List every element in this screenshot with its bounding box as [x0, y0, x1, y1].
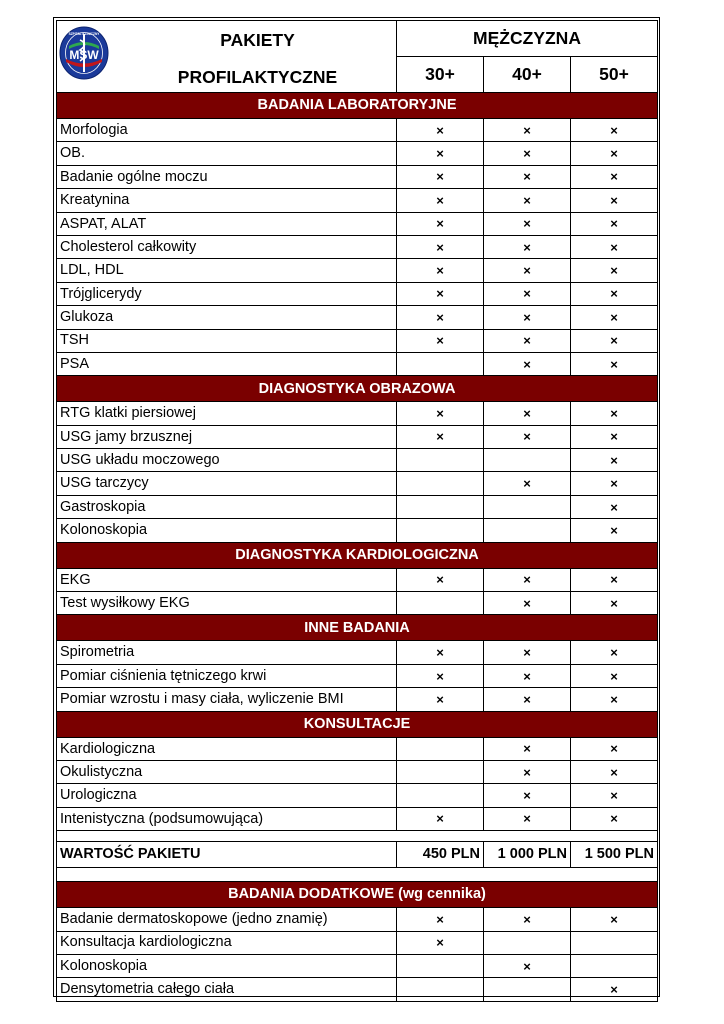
mark-cell	[484, 259, 571, 282]
mark-cell	[397, 760, 484, 783]
table-row	[57, 688, 658, 711]
mark-cell	[571, 235, 658, 258]
table-row	[57, 908, 658, 931]
mark-cell	[397, 352, 484, 375]
test-name: Pomiar wzrostu i masy ciała, wyliczenie BMI	[57, 688, 397, 711]
included-mark-icon: ×	[610, 522, 618, 538]
mark-cell	[571, 807, 658, 830]
table-row	[57, 760, 658, 783]
included-mark-icon: ×	[523, 691, 531, 707]
mark-cell	[571, 954, 658, 977]
table-row	[57, 807, 658, 830]
section-header-row	[57, 542, 658, 568]
included-mark-icon: ×	[610, 263, 618, 279]
mark-cell	[571, 352, 658, 375]
table-row	[57, 352, 658, 375]
included-mark-icon: ×	[523, 216, 531, 232]
price-sheet	[53, 17, 660, 997]
table-row	[57, 119, 658, 142]
mark-cell	[397, 519, 484, 542]
mark-cell	[484, 472, 571, 495]
test-name: Gastroskopia	[57, 495, 397, 518]
test-name: Urologiczna	[57, 784, 397, 807]
test-name: Morfologia	[57, 119, 397, 142]
included-mark-icon: ×	[523, 668, 531, 684]
test-name: ASPAT, ALAT	[57, 212, 397, 235]
header-row-top	[57, 21, 658, 57]
included-mark-icon: ×	[610, 192, 618, 208]
included-mark-icon: ×	[610, 741, 618, 757]
included-mark-icon: ×	[436, 572, 444, 588]
table-row	[57, 592, 658, 615]
package-price: 450 PLN	[397, 842, 484, 868]
mark-cell	[397, 978, 484, 1001]
test-name: Glukoza	[57, 306, 397, 329]
mark-cell	[571, 931, 658, 954]
test-name: Spirometria	[57, 641, 397, 664]
mark-cell	[571, 282, 658, 305]
package-price-row	[57, 842, 658, 868]
mark-cell	[571, 306, 658, 329]
test-name: Badanie ogólne moczu	[57, 165, 397, 188]
test-name: Test wysiłkowy EKG	[57, 592, 397, 615]
test-name: Kreatynina	[57, 189, 397, 212]
mark-cell	[397, 592, 484, 615]
included-mark-icon: ×	[436, 286, 444, 302]
mark-cell	[571, 688, 658, 711]
mark-cell	[397, 282, 484, 305]
mark-cell	[484, 402, 571, 425]
table-row	[57, 259, 658, 282]
table-row	[57, 664, 658, 687]
mark-cell	[571, 784, 658, 807]
table-row	[57, 784, 658, 807]
included-mark-icon: ×	[610, 691, 618, 707]
section-title: BADANIA DODATKOWE (wg cennika)	[57, 882, 658, 908]
spacer-row	[57, 831, 658, 842]
mark-cell	[397, 472, 484, 495]
column-header-30: 30+	[397, 57, 484, 93]
test-name: Pomiar ciśnienia tętniczego krwi	[57, 664, 397, 687]
included-mark-icon: ×	[610, 239, 618, 255]
mark-cell	[571, 978, 658, 1001]
mark-cell	[484, 519, 571, 542]
table-row	[57, 329, 658, 352]
table-row	[57, 495, 658, 518]
included-mark-icon: ×	[610, 764, 618, 780]
included-mark-icon: ×	[523, 788, 531, 804]
included-mark-icon: ×	[610, 333, 618, 349]
mark-cell	[571, 472, 658, 495]
mark-cell	[571, 402, 658, 425]
mark-cell	[397, 908, 484, 931]
table-row	[57, 306, 658, 329]
spacer-cell	[57, 831, 658, 842]
included-mark-icon: ×	[436, 911, 444, 927]
packages-table-body	[57, 21, 658, 1002]
included-mark-icon: ×	[610, 788, 618, 804]
test-name: PSA	[57, 352, 397, 375]
included-mark-icon: ×	[610, 476, 618, 492]
included-mark-icon: ×	[523, 811, 531, 827]
mark-cell	[397, 737, 484, 760]
mark-cell	[397, 807, 484, 830]
mark-cell	[571, 664, 658, 687]
included-mark-icon: ×	[436, 192, 444, 208]
included-mark-icon: ×	[610, 499, 618, 515]
spacer-cell	[57, 868, 658, 882]
mark-cell	[571, 449, 658, 472]
table-row	[57, 472, 658, 495]
mark-cell	[571, 519, 658, 542]
included-mark-icon: ×	[610, 429, 618, 445]
mark-cell	[484, 664, 571, 687]
table-row	[57, 142, 658, 165]
mark-cell	[397, 402, 484, 425]
hospital-logo-icon	[59, 26, 109, 80]
section-title: KONSULTACJE	[57, 711, 658, 737]
mark-cell	[484, 954, 571, 977]
test-name: USG jamy brzusznej	[57, 425, 397, 448]
included-mark-icon: ×	[523, 122, 531, 138]
mark-cell	[397, 329, 484, 352]
included-mark-icon: ×	[610, 911, 618, 927]
included-mark-icon: ×	[610, 645, 618, 661]
test-name: USG tarczycy	[57, 472, 397, 495]
included-mark-icon: ×	[436, 811, 444, 827]
included-mark-icon: ×	[436, 263, 444, 279]
table-row	[57, 641, 658, 664]
test-name: Kolonoskopia	[57, 954, 397, 977]
included-mark-icon: ×	[523, 764, 531, 780]
table-row	[57, 449, 658, 472]
mark-cell	[484, 592, 571, 615]
mark-cell	[397, 425, 484, 448]
mark-cell	[571, 329, 658, 352]
logo-text: MSW	[69, 48, 99, 62]
mark-cell	[397, 235, 484, 258]
test-name: Cholesterol całkowity	[57, 235, 397, 258]
column-header-50: 50+	[571, 57, 658, 93]
mark-cell	[397, 259, 484, 282]
included-mark-icon: ×	[610, 356, 618, 372]
mark-cell	[397, 931, 484, 954]
mark-cell	[397, 306, 484, 329]
mark-cell	[397, 641, 484, 664]
included-mark-icon: ×	[436, 429, 444, 445]
mark-cell	[484, 688, 571, 711]
included-mark-icon: ×	[523, 192, 531, 208]
mark-cell	[397, 664, 484, 687]
mark-cell	[397, 568, 484, 591]
package-price: 1 500 PLN	[571, 842, 658, 868]
title-line-2: PROFILAKTYCZNE	[177, 67, 338, 87]
included-mark-icon: ×	[523, 309, 531, 325]
included-mark-icon: ×	[610, 169, 618, 185]
included-mark-icon: ×	[523, 429, 531, 445]
mark-cell	[397, 449, 484, 472]
included-mark-icon: ×	[610, 595, 618, 611]
mark-cell	[484, 235, 571, 258]
package-price-label: WARTOŚĆ PAKIETU	[57, 842, 397, 868]
mark-cell	[571, 119, 658, 142]
mark-cell	[484, 568, 571, 591]
mark-cell	[397, 142, 484, 165]
table-row	[57, 402, 658, 425]
mark-cell	[571, 212, 658, 235]
mark-cell	[397, 165, 484, 188]
mark-cell	[484, 165, 571, 188]
section-title: INNE BADANIA	[57, 615, 658, 641]
mark-cell	[484, 282, 571, 305]
mark-cell	[397, 495, 484, 518]
included-mark-icon: ×	[610, 309, 618, 325]
test-name: EKG	[57, 568, 397, 591]
included-mark-icon: ×	[610, 286, 618, 302]
included-mark-icon: ×	[436, 645, 444, 661]
test-name: Kolonoskopia	[57, 519, 397, 542]
table-row	[57, 165, 658, 188]
test-name: RTG klatki piersiowej	[57, 402, 397, 425]
included-mark-icon: ×	[610, 811, 618, 827]
mark-cell	[484, 329, 571, 352]
table-row	[57, 189, 658, 212]
included-mark-icon: ×	[436, 239, 444, 255]
section-title: DIAGNOSTYKA OBRAZOWA	[57, 376, 658, 402]
section-header-row	[57, 93, 658, 119]
included-mark-icon: ×	[436, 146, 444, 162]
included-mark-icon: ×	[436, 691, 444, 707]
section-header-row	[57, 615, 658, 641]
included-mark-icon: ×	[436, 122, 444, 138]
mark-cell	[397, 119, 484, 142]
group-header: MĘŻCZYZNA	[397, 21, 658, 57]
included-mark-icon: ×	[610, 982, 618, 998]
included-mark-icon: ×	[610, 122, 618, 138]
mark-cell	[484, 641, 571, 664]
table-row	[57, 954, 658, 977]
mark-cell	[397, 784, 484, 807]
mark-cell	[484, 978, 571, 1001]
test-name: Okulistyczna	[57, 760, 397, 783]
table-row	[57, 235, 658, 258]
column-header-40: 40+	[484, 57, 571, 93]
mark-cell	[571, 425, 658, 448]
mark-cell	[484, 142, 571, 165]
mark-cell	[484, 784, 571, 807]
table-row	[57, 282, 658, 305]
mark-cell	[484, 425, 571, 448]
included-mark-icon: ×	[610, 572, 618, 588]
table-row	[57, 568, 658, 591]
mark-cell	[571, 142, 658, 165]
test-name: Kardiologiczna	[57, 737, 397, 760]
mark-cell	[484, 908, 571, 931]
table-row	[57, 978, 658, 1001]
included-mark-icon: ×	[523, 239, 531, 255]
mark-cell	[484, 352, 571, 375]
mark-cell	[484, 495, 571, 518]
included-mark-icon: ×	[436, 405, 444, 421]
included-mark-icon: ×	[523, 595, 531, 611]
included-mark-icon: ×	[523, 958, 531, 974]
included-mark-icon: ×	[523, 405, 531, 421]
logo-arc-text: SZPITAL KLINICZNY	[68, 32, 100, 36]
mark-cell	[571, 165, 658, 188]
included-mark-icon: ×	[523, 645, 531, 661]
package-price: 1 000 PLN	[484, 842, 571, 868]
test-name: Badanie dermatoskopowe (jedno znamię)	[57, 908, 397, 931]
test-name: Densytometria całego ciała	[57, 978, 397, 1001]
included-mark-icon: ×	[523, 741, 531, 757]
table-row	[57, 519, 658, 542]
included-mark-icon: ×	[436, 935, 444, 951]
included-mark-icon: ×	[523, 146, 531, 162]
mark-cell	[484, 931, 571, 954]
mark-cell	[571, 908, 658, 931]
included-mark-icon: ×	[523, 263, 531, 279]
included-mark-icon: ×	[610, 146, 618, 162]
included-mark-icon: ×	[436, 309, 444, 325]
table-row	[57, 737, 658, 760]
section-title: DIAGNOSTYKA KARDIOLOGICZNA	[57, 542, 658, 568]
included-mark-icon: ×	[523, 169, 531, 185]
included-mark-icon: ×	[610, 452, 618, 468]
included-mark-icon: ×	[436, 216, 444, 232]
included-mark-icon: ×	[610, 405, 618, 421]
table-row	[57, 931, 658, 954]
mark-cell	[571, 495, 658, 518]
included-mark-icon: ×	[523, 333, 531, 349]
mark-cell	[571, 737, 658, 760]
mark-cell	[484, 212, 571, 235]
included-mark-icon: ×	[436, 333, 444, 349]
mark-cell	[484, 760, 571, 783]
included-mark-icon: ×	[523, 356, 531, 372]
mark-cell	[484, 807, 571, 830]
mark-cell	[571, 259, 658, 282]
mark-cell	[397, 189, 484, 212]
mark-cell	[484, 737, 571, 760]
spacer-row	[57, 868, 658, 882]
included-mark-icon: ×	[610, 668, 618, 684]
included-mark-icon: ×	[523, 572, 531, 588]
mark-cell	[484, 189, 571, 212]
test-name: TSH	[57, 329, 397, 352]
mark-cell	[571, 189, 658, 212]
mark-cell	[484, 119, 571, 142]
test-name: OB.	[57, 142, 397, 165]
mark-cell	[571, 568, 658, 591]
table-row	[57, 212, 658, 235]
mark-cell	[571, 760, 658, 783]
test-name: Trójglicerydy	[57, 282, 397, 305]
mark-cell	[484, 449, 571, 472]
mark-cell	[571, 592, 658, 615]
mark-cell	[571, 641, 658, 664]
included-mark-icon: ×	[523, 476, 531, 492]
section-header-row	[57, 376, 658, 402]
section-header-row	[57, 882, 658, 908]
included-mark-icon: ×	[610, 216, 618, 232]
section-title: BADANIA LABORATORYJNE	[57, 93, 658, 119]
packages-table	[56, 20, 658, 1002]
mark-cell	[397, 954, 484, 977]
section-header-row	[57, 711, 658, 737]
mark-cell	[397, 212, 484, 235]
mark-cell	[397, 688, 484, 711]
mark-cell	[484, 306, 571, 329]
test-name: LDL, HDL	[57, 259, 397, 282]
test-name: Intenistyczna (podsumowująca)	[57, 807, 397, 830]
included-mark-icon: ×	[523, 286, 531, 302]
table-row	[57, 425, 658, 448]
title-line-1: PAKIETY	[220, 30, 295, 50]
test-name: Konsultacja kardiologiczna	[57, 931, 397, 954]
included-mark-icon: ×	[436, 169, 444, 185]
test-name: USG układu moczowego	[57, 449, 397, 472]
header-title-cell	[57, 21, 397, 93]
included-mark-icon: ×	[436, 668, 444, 684]
included-mark-icon: ×	[523, 911, 531, 927]
